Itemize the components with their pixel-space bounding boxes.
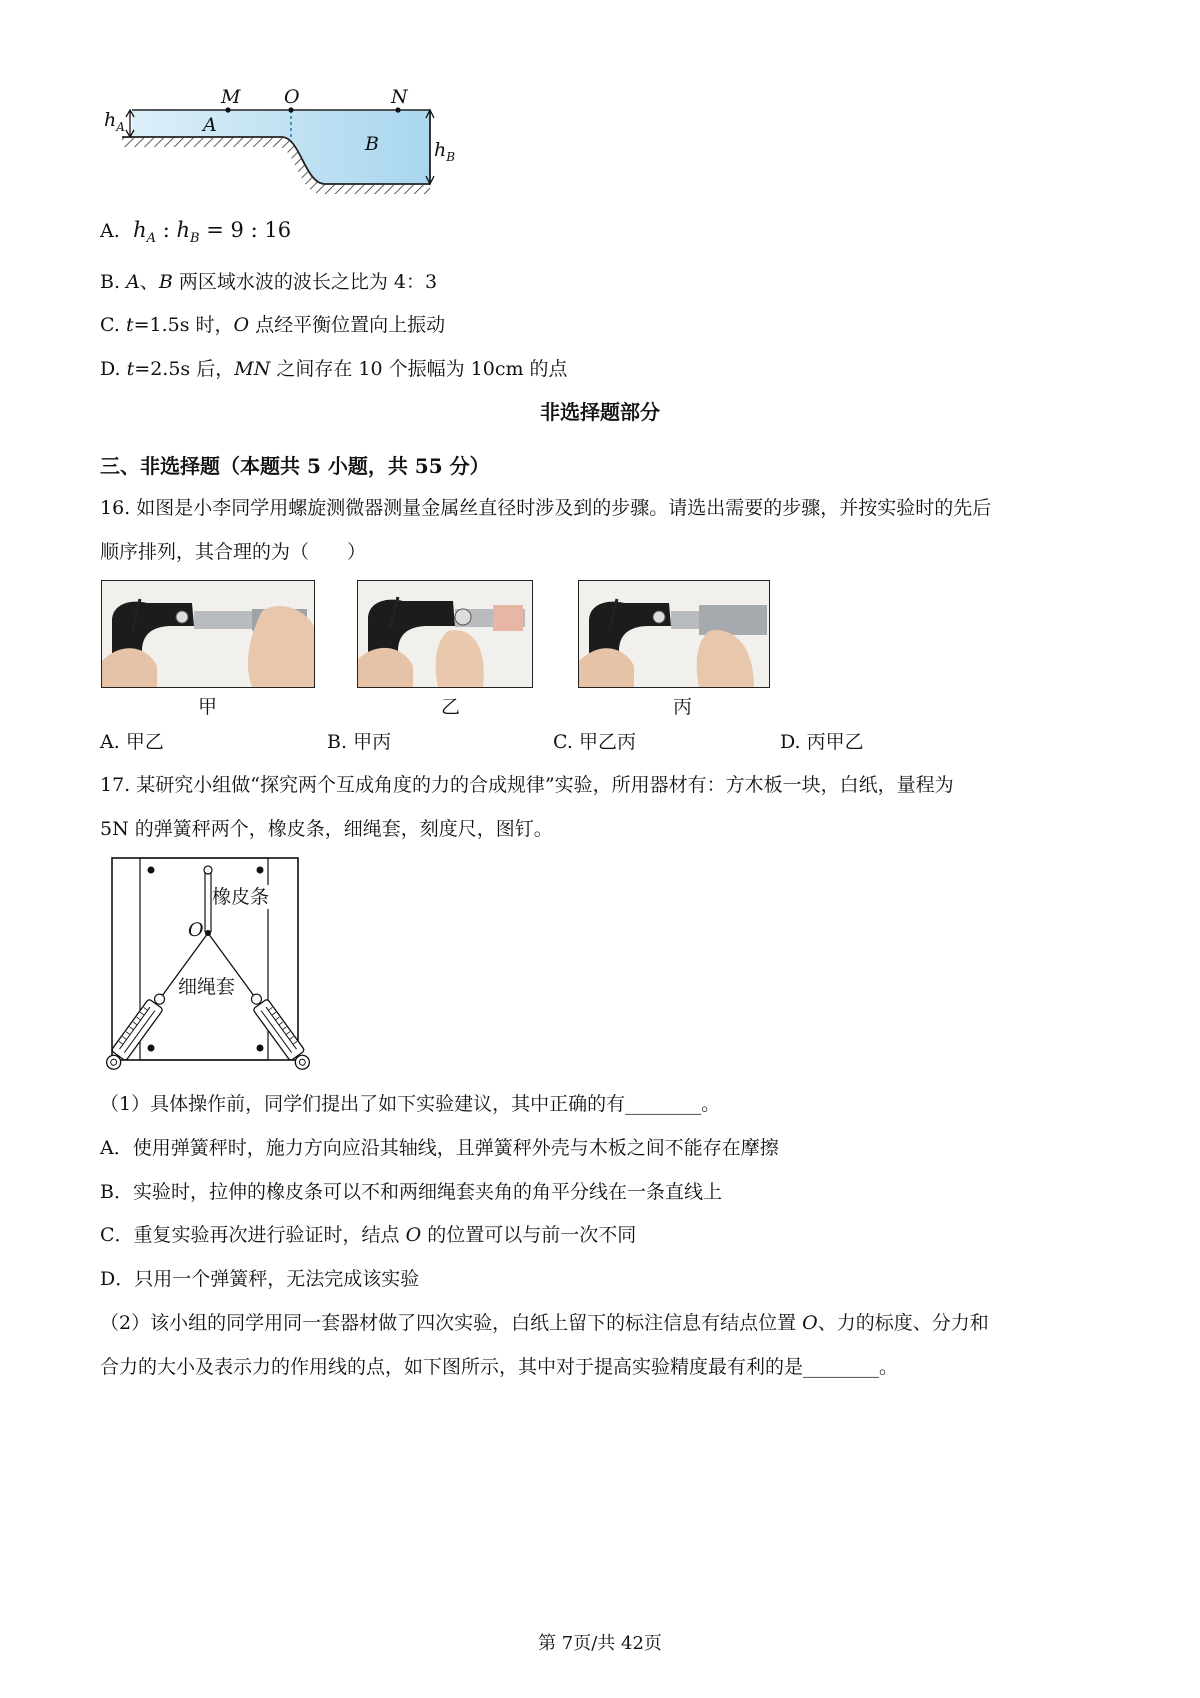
page-footer: 第 7页/共 42页 [538, 1633, 662, 1654]
q17-option-d: D．只用一个弹簧秤，无法完成该实验 [100, 1268, 420, 1290]
caption-bing: 丙 [673, 696, 693, 718]
label-N: N [391, 86, 408, 108]
q15-option-d: D. t=2.5s 后，MN 之间存在 10 个振幅为 10cm 的点 [100, 358, 568, 380]
q17-part2-line1: （2）该小组的同学用同一套器材做了四次实验，白纸上留下的标注信息有结点位置 O、力的标度、分力和 [100, 1312, 989, 1334]
section-header: 三、非选择题（本题共 5 小题，共 55 分） [100, 454, 490, 478]
q17-part1: （1）具体操作前，同学们提出了如下实验建议，其中正确的有________。 [100, 1093, 721, 1115]
label-hB: $h_B$ [434, 139, 456, 164]
micrometer-photo-jia [101, 580, 315, 688]
label-O: O [284, 86, 300, 108]
q15-option-b: B. A、B 两区域水波的波长之比为 4：3 [100, 271, 438, 293]
q17-part2-line2: 合力的大小及表示力的作用线的点，如下图所示，其中对于提高实验精度最有利的是________。 [100, 1356, 899, 1378]
label-knot-o: O [188, 919, 204, 941]
q15-option-a: A. $h_A$ : $h_B = 9$ : 16 [100, 218, 292, 247]
section-title: 非选择题部分 [540, 400, 660, 424]
q16-option-a: A. 甲乙 [100, 731, 164, 753]
q16-stem-line1: 16. 如图是小李同学用螺旋测微器测量金属丝直径时涉及到的步骤。请选出需要的步骤，并按实验时的先后 [100, 497, 992, 519]
q16-option-c: C. 甲乙丙 [553, 731, 636, 753]
label-M: M [221, 86, 241, 108]
label-B: B [365, 133, 379, 155]
micrometer-photo-bing [578, 580, 770, 688]
caption-yi: 乙 [441, 696, 461, 718]
micrometer-photo-yi [357, 580, 533, 688]
q17-stem-line1: 17. 某研究小组做“探究两个互成角度的力的合成规律”实验，所用器材有：方木板一块，白纸，量程为 [100, 774, 954, 796]
q16-option-d: D. 丙甲乙 [780, 731, 864, 753]
wave-figure [100, 82, 480, 207]
q17-option-b: B．实验时，拉伸的橡皮条可以不和两细绳套夹角的角平分线在一条直线上 [100, 1181, 722, 1203]
caption-jia: 甲 [198, 696, 218, 718]
q17-stem-line2: 5N 的弹簧秤两个，橡皮条，细绳套，刻度尺，图钉。 [100, 818, 553, 840]
force-experiment-figure [100, 856, 320, 1072]
label-rope-loop: 细绳套 [178, 976, 236, 998]
q17-option-c: C．重复实验再次进行验证时，结点 O 的位置可以与前一次不同 [100, 1224, 637, 1246]
label-rubber-band: 橡皮条 [212, 886, 270, 908]
label-A: A [203, 114, 217, 136]
q16-option-b: B. 甲丙 [327, 731, 392, 753]
q16-stem-line2: 顺序排列，其合理的为（ ） [100, 541, 367, 563]
label-hA: $h_A$ [104, 109, 125, 134]
q17-option-a: A．使用弹簧秤时，施力方向应沿其轴线，且弹簧秤外壳与木板之间不能存在摩擦 [100, 1137, 779, 1159]
q15-option-c: C. t=1.5s 时，O 点经平衡位置向上振动 [100, 314, 446, 336]
